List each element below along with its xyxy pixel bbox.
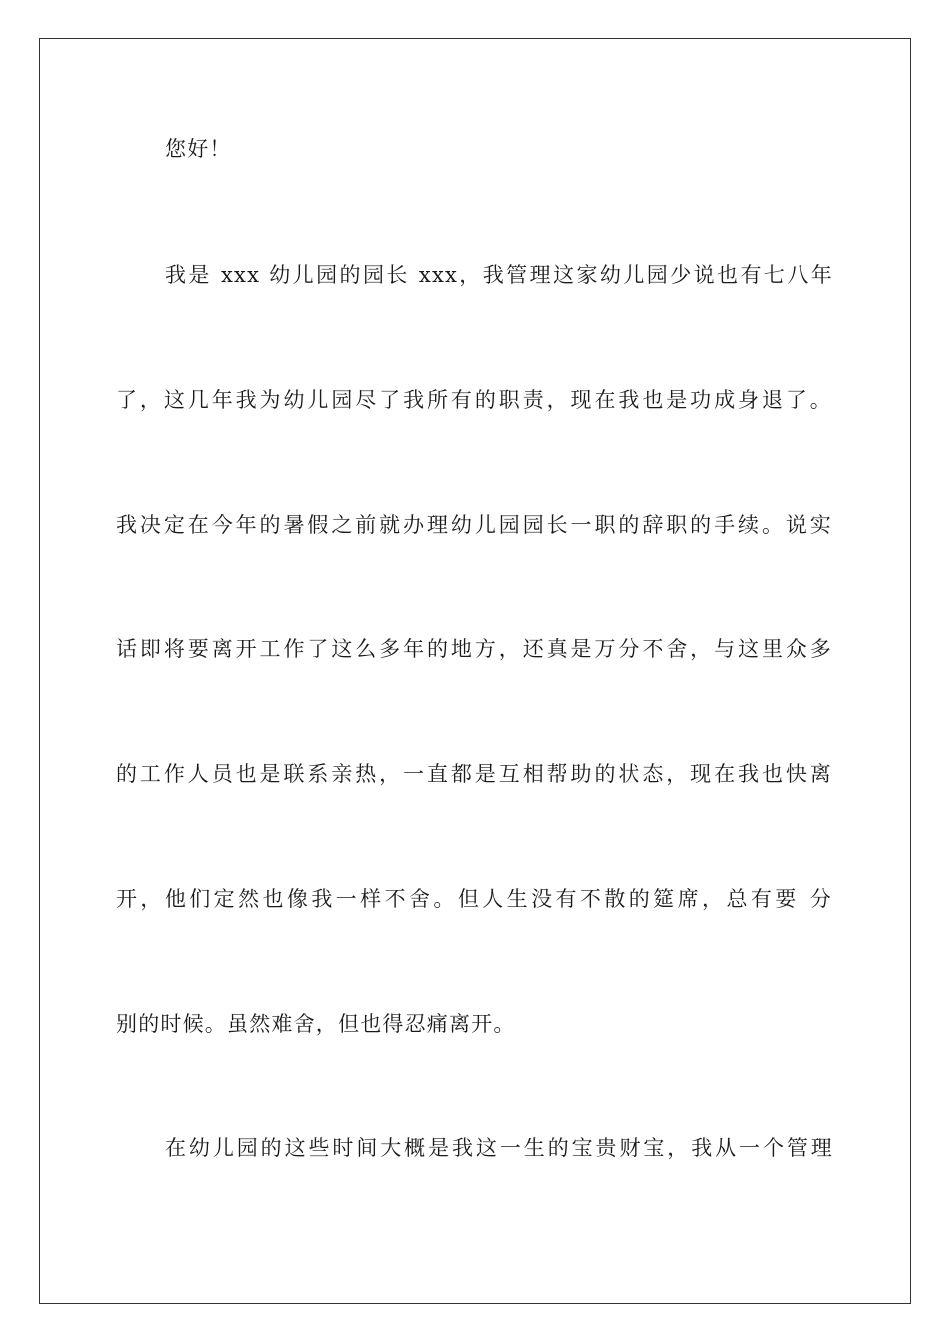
paragraph-1-line-2: 了，这几年我为幼儿园尽了我所有的职责，现在我也是功成身退了。	[116, 388, 832, 412]
greeting-line: 您好！	[165, 137, 232, 161]
paragraph-1-line-5: 的工作人员也是联系亲热，一直都是互相帮助的状态，现在我也快离	[116, 762, 832, 786]
paragraph-1-line-4: 话即将要离开工作了这么多年的地方，还真是万分不舍，与这里众多	[116, 637, 832, 661]
paragraph-2-line-1: 在幼儿园的这些时间大概是我这一生的宝贵财宝，我从一个管理	[165, 1136, 833, 1160]
paragraph-1-line-1: 我是 xxx 幼儿园的园长 xxx，我管理这家幼儿园少说也有七八年	[165, 263, 833, 287]
page-border	[39, 38, 911, 1304]
paragraph-1-line-6: 开，他们定然也像我一样不舍。但人生没有不散的筵席，总有要 分	[116, 887, 832, 911]
paragraph-1-line-3: 我决定在今年的暑假之前就办理幼儿园园长一职的辞职的手续。说实	[116, 513, 832, 537]
paragraph-1-line-7: 别的时候。虽然难舍，但也得忍痛离开。	[116, 1012, 516, 1036]
